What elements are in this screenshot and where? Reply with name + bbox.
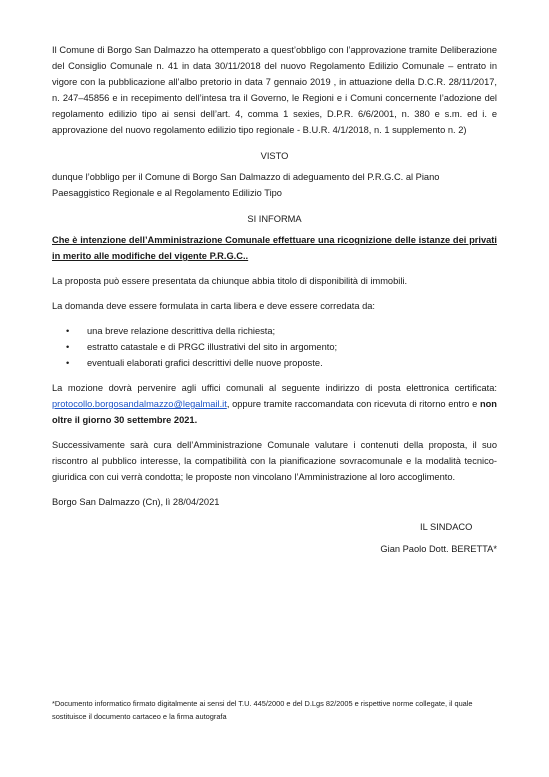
- list-item: [52, 355, 497, 371]
- visto-heading: VISTO: [260, 151, 289, 161]
- intention-statement: Che è intenzione dell’Amministrazione Comunale effettuare una ricognizione delle istanze dei privati in merito alle modifiche del vigente P.R.G.C..: [52, 235, 497, 261]
- requirement-text: eventuali elaborati grafici descrittivi delle nuove proposte.: [87, 358, 323, 368]
- place-date: Borgo San Dalmazzo (Cn), lì 28/04/2021: [52, 497, 220, 507]
- submission-paragraph: [52, 380, 497, 428]
- requirements-intro: La domanda deve essere formulata in carta libera e deve essere corredata da:: [52, 301, 375, 311]
- requirements-list: [52, 323, 497, 371]
- bullet-icon: •: [66, 326, 70, 336]
- signatory-name: Gian Paolo Dott. BERETTA*: [380, 544, 497, 554]
- evaluation-paragraph: Successivamente sarà cura dell’Amministrazione Comunale valutare i contenuti della proposta, il suo riscontro al pubblico interesse, la compatibilità con la pianificazione sovracomunale e la modalità tecnico-giuridica con cui verrà condotta; le proposte non vincolano l’Amministrazione al loro accoglimento.: [52, 440, 497, 482]
- si-informa-heading: SI INFORMA: [247, 214, 302, 224]
- list-item: [52, 323, 497, 339]
- bullet-icon: •: [66, 342, 70, 352]
- intro-paragraph: Il Comune di Borgo San Dalmazzo ha ottemperato a quest’obbligo con l’approvazione tramite Deliberazione del Consiglio Comunale n. 41 in data 30/11/2018 del nuovo Regolamento Edilizio Comunale – entrato in vigore con la pubblicazione all’albo pretorio in data 7 gennaio 2019 , in attuazione della D.C.R. 28/11/2017, n. 247–45856 e in recepimento dell’intesa tra il Governo, le Regioni e i Comuni concernente l’adozione del regolamento edilizio tipo ai sensi dell’art. 4, comma 1 sexies, D.P.R. 6/6/2001, n. 380 e s.m. ed i. e approvazione del nuovo regolamento edilizio tipo regionale - B.U.R. 4/1/2018, n. 1 supplemento n. 2): [52, 45, 497, 135]
- proposal-paragraph: La proposta può essere presentata da chiunque abbia titolo di disponibilità di immobili.: [52, 276, 408, 286]
- bullet-icon: •: [66, 358, 70, 368]
- requirement-text: estratto catastale e di PRGC illustrativi del sito in argomento;: [87, 342, 338, 352]
- visto-paragraph: dunque l’obbligo per il Comune di Borgo San Dalmazzo di adeguamento del P.R.G.C. al Piano Paesaggistico Regionale e al Regolamento Edilizio Tipo: [52, 172, 440, 198]
- submission-alternative: , oppure tramite raccomandata con ricevuta di ritorno entro e: [226, 399, 478, 409]
- pec-email-link[interactable]: protocollo.borgosandalmazzo@legalmail.it: [52, 399, 227, 409]
- document-body: [52, 42, 497, 557]
- footnote: *Documento informatico firmato digitalmente ai sensi del T.U. 445/2000 e del D.Lgs 82/2005 e rispettive norme collegate, il quale sostituisce il documento cartaceo e la firma autografa: [52, 699, 473, 721]
- requirement-text: una breve relazione descrittiva della richiesta;: [87, 326, 276, 336]
- submission-intro: La mozione dovrà pervenire agli uffici comunali al seguente indirizzo di posta elettronica certificata:: [52, 383, 497, 393]
- submission-deadline: non oltre il giorno 30 settembre 2021.: [52, 399, 497, 425]
- list-item: [52, 339, 497, 355]
- signatory-title: IL SINDACO: [420, 522, 473, 532]
